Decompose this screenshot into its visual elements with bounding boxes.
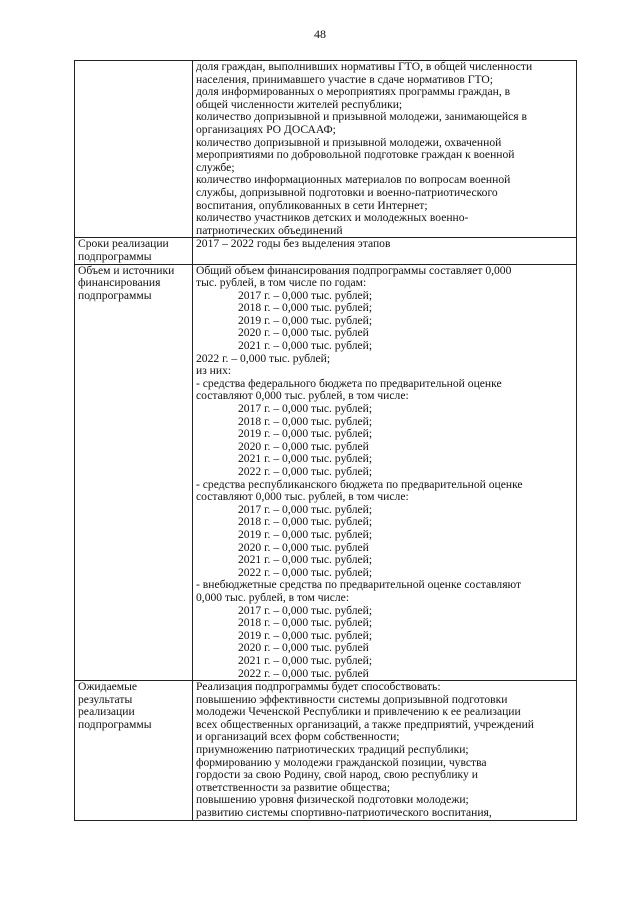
funding-year-line: 2017 г. – 0,000 тыс. рублей; — [238, 402, 373, 416]
funding-year-line: 2020 г. – 0,000 тыс. рублей — [238, 641, 369, 655]
row-label-line: подпрограммы — [78, 288, 152, 302]
content-line: - внебюджетные средства по предварительной оценке составляют — [196, 578, 522, 592]
content-line: воспитания, опубликованных в сети Интернет; — [196, 198, 428, 212]
row-label-line: подпрограммы — [78, 717, 152, 731]
funding-year-line: 2021 г. – 0,000 тыс. рублей; — [238, 339, 373, 353]
row-content-cell — [193, 238, 577, 264]
content-line: ответственности за развитие общества; — [196, 780, 391, 794]
content-line: и организаций всех форм собственности; — [196, 730, 400, 744]
row-label-line: подпрограммы — [78, 249, 152, 263]
content-line: гордости за свою Родину, свой народ, свою республику и — [196, 768, 478, 782]
content-line: молодежи Чеченской Республики и привлечению к ее реализации — [196, 705, 521, 719]
row-label-cell — [75, 264, 193, 681]
funding-year-line: 2019 г. – 0,000 тыс. рублей; — [238, 628, 373, 642]
row-label-cell — [75, 61, 193, 238]
content-line: количество участников детских и молодежных военно- — [196, 211, 469, 225]
content-line: 2017 – 2022 годы без выделения этапов — [196, 237, 391, 251]
page-number: 48 — [314, 27, 326, 41]
funding-year-line: 2020 г. – 0,000 тыс. рублей — [238, 326, 369, 340]
row-label-cell — [75, 681, 193, 821]
row-content-cell — [193, 681, 577, 821]
content-line: количество допризывной и призывной молодежи, занимающейся в — [196, 110, 527, 124]
funding-year-line: 2018 г. – 0,000 тыс. рублей; — [238, 301, 373, 315]
content-line: мероприятиями по добровольной подготовке граждан к военной — [196, 148, 515, 162]
content-line: приумножению патриотических традиций республики; — [196, 743, 469, 757]
content-line: доля информированных о мероприятиях программы граждан, в — [196, 85, 511, 99]
funding-year-line: 2018 г. – 0,000 тыс. рублей; — [238, 515, 373, 529]
content-line: 2022 г. – 0,000 тыс. рублей; — [196, 351, 331, 365]
content-line: общей численности жителей республики; — [196, 97, 403, 111]
funding-year-line: 2018 г. – 0,000 тыс. рублей; — [238, 414, 373, 428]
funding-year-line: 2017 г. – 0,000 тыс. рублей; — [238, 502, 373, 516]
content-line: Реализация подпрограммы будет способствовать: — [196, 680, 441, 694]
content-line: составляют 0,000 тыс. рублей, в том числе: — [196, 490, 409, 504]
content-line: тыс. рублей, в том числе по годам: — [196, 276, 367, 290]
row-label-line: Ожидаемые — [78, 680, 138, 694]
row-label-cell — [75, 238, 193, 264]
table-row — [75, 264, 577, 681]
content-line: доля граждан, выполнивших нормативы ГТО, в общей численности — [196, 60, 533, 73]
funding-year-line: 2019 г. – 0,000 тыс. рублей; — [238, 313, 373, 327]
content-line: Общий объем финансирования подпрограммы составляет 0,000 — [196, 263, 512, 277]
row-label-line: финансирования — [78, 276, 161, 290]
content-line: службе; — [196, 160, 235, 174]
funding-year-line: 2022 г. – 0,000 тыс. рублей; — [238, 465, 373, 478]
table-row — [75, 238, 577, 264]
funding-year-line: 2018 г. – 0,000 тыс. рублей; — [238, 616, 373, 630]
funding-year-line: 2022 г. – 0,000 тыс. рублей; — [238, 565, 373, 579]
content-line: населения, принимавшего участие в сдаче нормативов ГТО; — [196, 72, 493, 86]
funding-year-line: 2017 г. – 0,000 тыс. рублей; — [238, 603, 373, 617]
table-row — [75, 61, 577, 238]
content-line: - средства федерального бюджета по предварительной оценке — [196, 376, 502, 390]
content-line: повышению уровня физической подготовки молодежи; — [196, 793, 469, 807]
content-line: 0,000 тыс. рублей, в том числе: — [196, 590, 350, 604]
funding-year-line: 2020 г. – 0,000 тыс. рублей — [238, 540, 369, 554]
funding-year-line: 2022 г. – 0,000 тыс. рублей — [238, 666, 369, 680]
content-line: составляют 0,000 тыс. рублей, в том числе: — [196, 389, 409, 403]
funding-year-line: 2021 г. – 0,000 тыс. рублей; — [238, 452, 373, 466]
funding-year-line: 2019 г. – 0,000 тыс. рублей; — [238, 427, 373, 441]
content-line: количество информационных материалов по вопросам военной — [196, 173, 511, 187]
row-content-cell — [193, 61, 577, 238]
content-line: количество допризывной и призывной молодежи, охваченной — [196, 135, 502, 149]
funding-year-line: 2017 г. – 0,000 тыс. рублей; — [238, 288, 373, 302]
content-line: из них: — [196, 364, 232, 378]
row-content-cell — [193, 264, 577, 681]
row-label-line: результаты — [78, 692, 133, 706]
content-line: - средства республиканского бюджета по предварительной оценке — [196, 477, 523, 491]
content-line: всех общественных организаций, а также предприятий, учреждений — [196, 717, 535, 731]
funding-year-line: 2021 г. – 0,000 тыс. рублей; — [238, 653, 373, 667]
funding-year-line: 2021 г. – 0,000 тыс. рублей; — [238, 553, 373, 567]
content-line: развитию системы спортивно-патриотического воспитания, — [196, 806, 492, 820]
subprogram-passport-table — [74, 60, 577, 821]
content-line: службы, допризывной подготовки и военно-патриотического — [196, 185, 498, 199]
row-label-line: реализации — [78, 705, 135, 719]
funding-year-line: 2020 г. – 0,000 тыс. рублей — [238, 439, 369, 453]
content-line: формированию у молодежи гражданской позиции, чувства — [196, 755, 487, 769]
content-line: патриотических объединений — [196, 223, 343, 237]
row-label-line: Сроки реализации — [78, 237, 169, 251]
row-label-line: Объем и источники — [78, 263, 175, 277]
table-row — [75, 681, 577, 821]
content-line: повышению эффективности системы допризывной подготовки — [196, 692, 508, 706]
funding-year-line: 2019 г. – 0,000 тыс. рублей; — [238, 527, 373, 541]
content-line: организациях РО ДОСААФ; — [196, 122, 336, 136]
